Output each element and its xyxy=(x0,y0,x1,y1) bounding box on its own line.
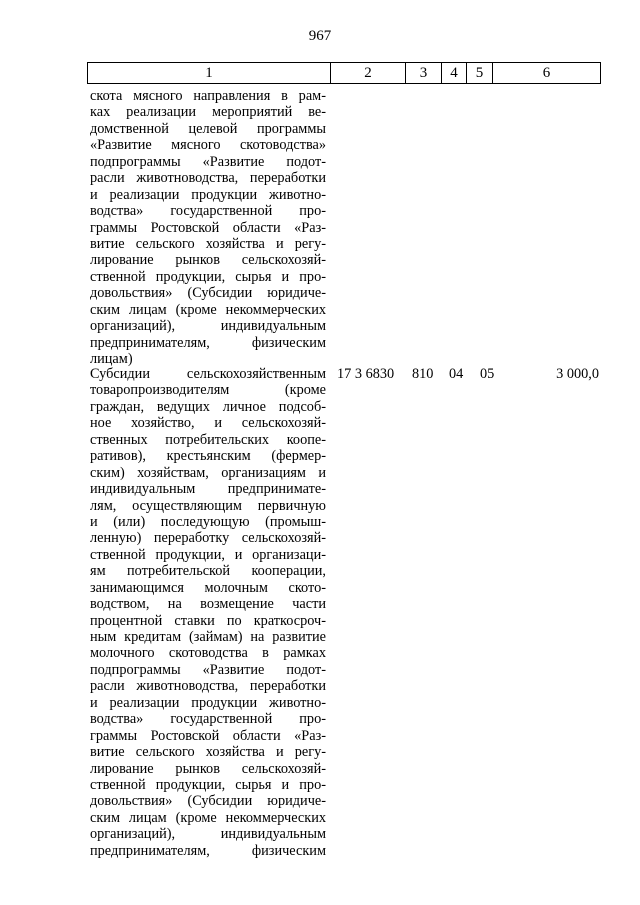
text-line: довольствия» (Субсидии юридиче- xyxy=(90,285,326,302)
text-line: подпрограммы «Развитие подот- xyxy=(90,153,326,170)
text-line: ственной продукции, и организаци- xyxy=(90,546,326,563)
text-line: лирование рынков сельскохозяй- xyxy=(90,760,326,777)
text-line: ственных потребительских коопе- xyxy=(90,431,326,448)
row-2-description xyxy=(90,366,326,859)
text-line: водства» государственной про- xyxy=(90,203,326,220)
text-line: водства» государственной про- xyxy=(90,711,326,728)
text-line: организаций), индивидуальным xyxy=(90,318,326,335)
row-2-section: 04 xyxy=(449,366,464,382)
text-line: лям, осуществляющим первичную xyxy=(90,497,326,514)
text-line: расли животноводства, переработки xyxy=(90,170,326,187)
text-line: расли животноводства, переработки xyxy=(90,678,326,695)
text-line: индивидуальным предпринимате- xyxy=(90,481,326,498)
text-line: ям потребительской кооперации, xyxy=(90,563,326,580)
text-line: ративов), крестьянским (фермер- xyxy=(90,448,326,465)
row-2-subsection: 05 xyxy=(480,366,495,382)
row-2-amount: 3 000,0 xyxy=(556,366,599,382)
text-line: и (или) последующую (промыш- xyxy=(90,513,326,530)
text-line: скота мясного направления в рам- xyxy=(90,88,326,104)
header-col-4: 4 xyxy=(442,63,467,83)
text-line: водством, на возмещение части xyxy=(90,596,326,613)
text-line: лицам) xyxy=(90,351,133,367)
text-line: занимающимся молочным ското- xyxy=(90,579,326,596)
text-line: организаций), индивидуальным xyxy=(90,826,326,843)
row-2-target-code: 17 3 6830 xyxy=(337,366,395,382)
header-col-6: 6 xyxy=(542,64,551,81)
text-line: и реализации продукции животно- xyxy=(90,694,326,711)
text-line: «Развитие мясного скотоводства» xyxy=(90,137,326,154)
text-line: граммы Ростовской области «Раз- xyxy=(90,727,326,744)
text-line: предпринимателям, физическим xyxy=(90,842,326,859)
text-line: довольствия» (Субсидии юридиче- xyxy=(90,793,326,810)
text-line: ное хозяйство, и сельскохозяй- xyxy=(90,415,326,432)
text-line: ским) хозяйствам, организациям и xyxy=(90,464,326,481)
text-line: граждан, ведущих личное подсоб- xyxy=(90,398,326,415)
text-line: Субсидии сельскохозяйственным xyxy=(90,366,326,382)
page-number: 967 xyxy=(308,28,332,44)
text-line: процентной ставки по краткосроч- xyxy=(90,612,326,629)
header-col-5: 5 xyxy=(467,63,493,83)
header-col-1: 1 xyxy=(88,63,331,83)
text-line: граммы Ростовской области «Раз- xyxy=(90,219,326,236)
row-1-description xyxy=(90,88,326,367)
text-line: подпрограммы «Развитие подот- xyxy=(90,661,326,678)
text-line: ственной продукции, сырья и про- xyxy=(90,776,326,793)
text-line: домственной целевой программы xyxy=(90,120,326,137)
header-col-3: 3 xyxy=(406,63,442,83)
text-line: ственной продукции, сырья и про- xyxy=(90,268,326,285)
table-header-row xyxy=(87,62,601,84)
text-line: ским лицам (кроме некоммерческих xyxy=(90,809,326,826)
text-line: ленную) переработку сельскохозяй- xyxy=(90,530,326,547)
text-line: молочного скотоводства в рамках xyxy=(90,645,326,662)
text-line: ках реализации мероприятий ве- xyxy=(90,104,326,121)
text-line: лирование рынков сельскохозяй- xyxy=(90,252,326,269)
text-line: и реализации продукции животно- xyxy=(90,186,326,203)
text-line: ским лицам (кроме некоммерческих xyxy=(90,301,326,318)
text-line: витие сельского хозяйства и регу- xyxy=(90,235,326,252)
text-line: ным кредитам (займам) на развитие xyxy=(90,629,326,645)
text-line: витие сельского хозяйства и регу- xyxy=(90,744,326,761)
text-line: предпринимателям, физическим xyxy=(90,334,326,351)
header-col-2: 2 xyxy=(331,63,406,83)
row-2-expense-type: 810 xyxy=(412,366,434,382)
text-line: товаропроизводителям (кроме xyxy=(90,382,326,399)
